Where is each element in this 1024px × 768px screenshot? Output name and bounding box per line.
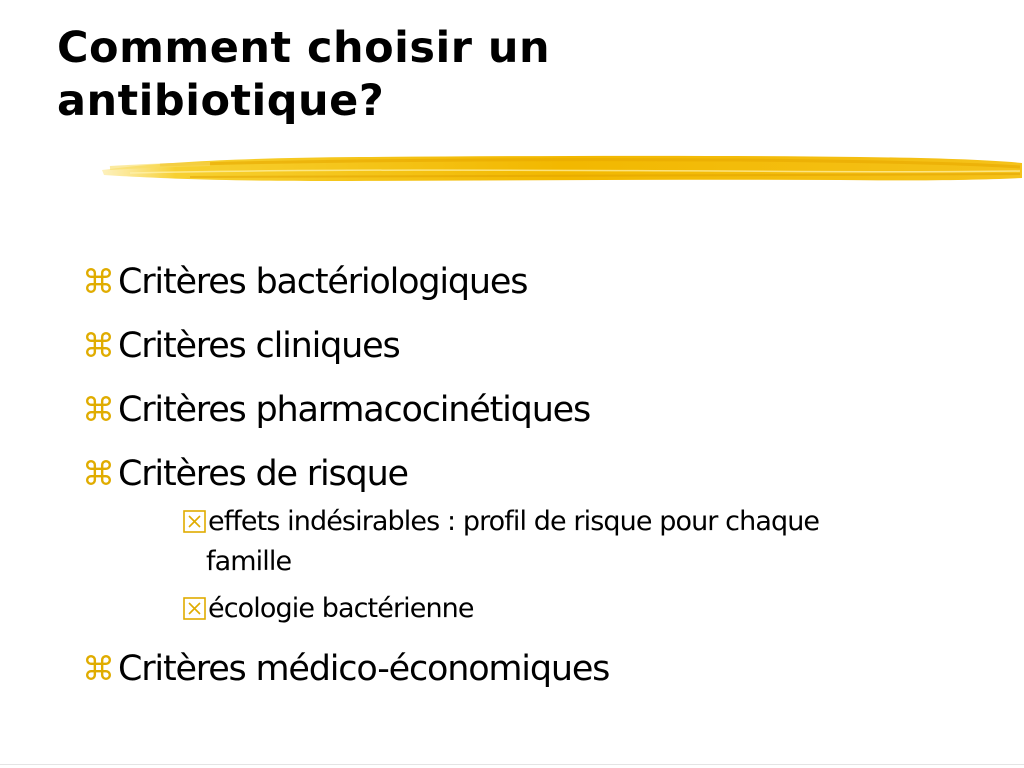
title-line-1: Comment choisir un <box>57 23 551 73</box>
slide-title <box>57 22 957 128</box>
title-line-2: antibiotique? <box>57 76 385 126</box>
bullet-list <box>82 256 982 707</box>
bullet-text: Critères de risque <box>118 454 408 494</box>
command-key-icon: ⌘ <box>82 649 115 688</box>
sub-bullet-item <box>182 589 866 629</box>
bullet-item <box>82 643 982 695</box>
bullet-item <box>82 448 982 500</box>
sub-bullet-list <box>82 502 982 629</box>
bullet-item <box>82 320 982 372</box>
bullet-item <box>82 256 982 308</box>
bullet-text: Critères cliniques <box>118 326 400 366</box>
boxed-x-icon <box>182 595 208 621</box>
boxed-x-icon <box>182 508 208 534</box>
command-key-icon: ⌘ <box>82 454 115 493</box>
sub-bullet-item <box>182 502 866 582</box>
command-key-icon: ⌘ <box>82 390 115 429</box>
command-key-icon: ⌘ <box>82 326 115 365</box>
bullet-item <box>82 384 982 436</box>
bullet-text: Critères pharmacocinétiques <box>118 390 591 430</box>
bullet-text: Critères médico-économiques <box>118 649 610 689</box>
title-underline-brush <box>100 146 1024 190</box>
command-key-icon: ⌘ <box>82 262 115 301</box>
bullet-text: Critères bactériologiques <box>118 262 528 302</box>
sub-bullet-group <box>82 502 982 629</box>
sub-bullet-text: écologie bactérienne <box>208 593 474 624</box>
sub-bullet-text: effets indésirables : profil de risque pour chaque famille <box>206 506 820 577</box>
bottom-divider <box>0 764 1024 765</box>
